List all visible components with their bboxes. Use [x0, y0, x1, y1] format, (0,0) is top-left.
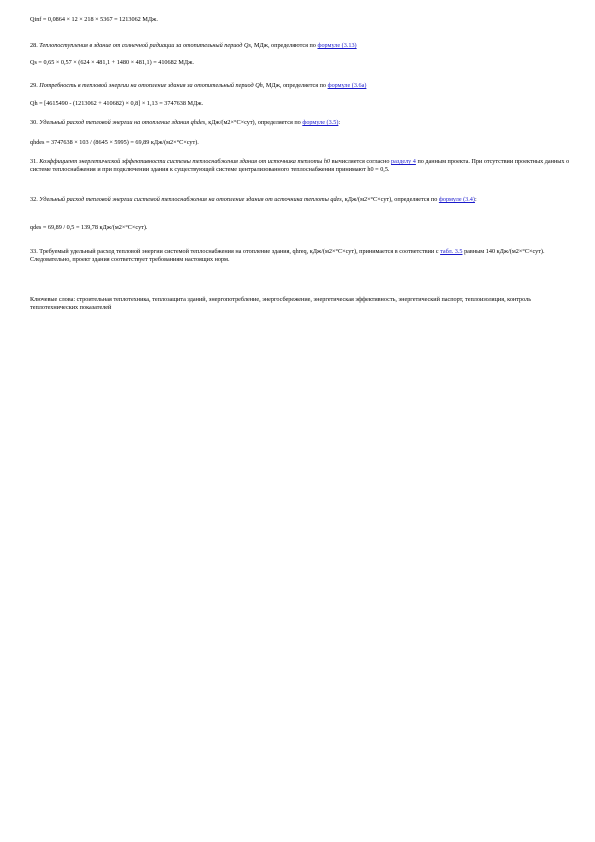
paragraph-30: 30. Удельный расход тепловой энергии на отопление здания qhdes, кДж/(м2×°С×сут), определяется по формуле (3.5): — [30, 119, 341, 126]
paragraph-31: 31. Коэффициент энергетической эффективности системы теплоснабжения здания от источника теплоты h0 вычисляется согласно разделу 4 по данным проекта. При отсутствии проектных данных о системе теплоснабжения и при подключении здания к существующей системе централизованного теплоснабжения принимают h0 = 0,5. — [30, 158, 570, 173]
link-section-4[interactable]: разделу 4 — [391, 158, 416, 165]
link-formula-3-13[interactable]: формуле (3.13) — [317, 42, 357, 49]
link-formula-3-6a[interactable]: формуле (3.6а) — [327, 82, 367, 89]
formula-qs: Qs = 0,65 × 0,57 × (624 × 481,1 + 1480 × 481,1) = 410682 МДж. — [30, 59, 194, 66]
paragraph-33: 33. Требуемый удельный расход тепловой энергии системой теплоснабжения на отопление здания, qhreq, кДж/(м2×°С×сут), принимается в соответствии с табл. 3.5 равным 140 кДж/(м2×°С×сут). Следовательно, проект здания соответствует требованиям настоящих норм. — [30, 248, 545, 263]
formula-qinf: Qinf = 0,0864 × 12 × 218 × 5367 = 1213062 МДж. — [30, 16, 158, 23]
paragraph-28: 28. Теплопоступления в здание от солнечной радиации за отопительный период Qs, МДж, определяются по формуле (3.13) — [30, 42, 357, 49]
paragraph-29: 29. Потребность в тепловой энергии на отопление здания за отопительный период Qh, МДж, определяется по формуле (3.6а) — [30, 82, 367, 89]
formula-qhdes: qhdes = 3747638 × 103 / (8645 × 5995) = 69,89 кДж/(м2×°С×сут). — [30, 139, 199, 146]
link-formula-3-5[interactable]: формуле (3.5) — [302, 119, 339, 126]
formula-qdes: qdes = 69,89 / 0,5 = 139,78 кДж/(м2×°С×сут). — [30, 224, 148, 231]
link-formula-3-4[interactable]: формуле (3.4) — [438, 196, 475, 203]
formula-qh: Qh = [4615490 - (1213062 + 410682) × 0,8] × 1,13 = 3747638 МДж. — [30, 100, 204, 107]
paragraph-32: 32. Удельный расход тепловой энергии системой теплоснабжения на отопление здания от источника теплоты qdes, кДж/(м2×°С×сут), определяется по формуле (3.4): — [30, 196, 477, 203]
keywords-paragraph: Ключевые слова: строительная теплотехника, теплозащита зданий, энергопотребление, энергосбережение, энергетическая эффективность, энергетический паспорт, теплоизоляция, контроль теплотехнических показателей — [30, 296, 532, 311]
link-table-3-5[interactable]: табл. 3.5 — [440, 248, 463, 255]
